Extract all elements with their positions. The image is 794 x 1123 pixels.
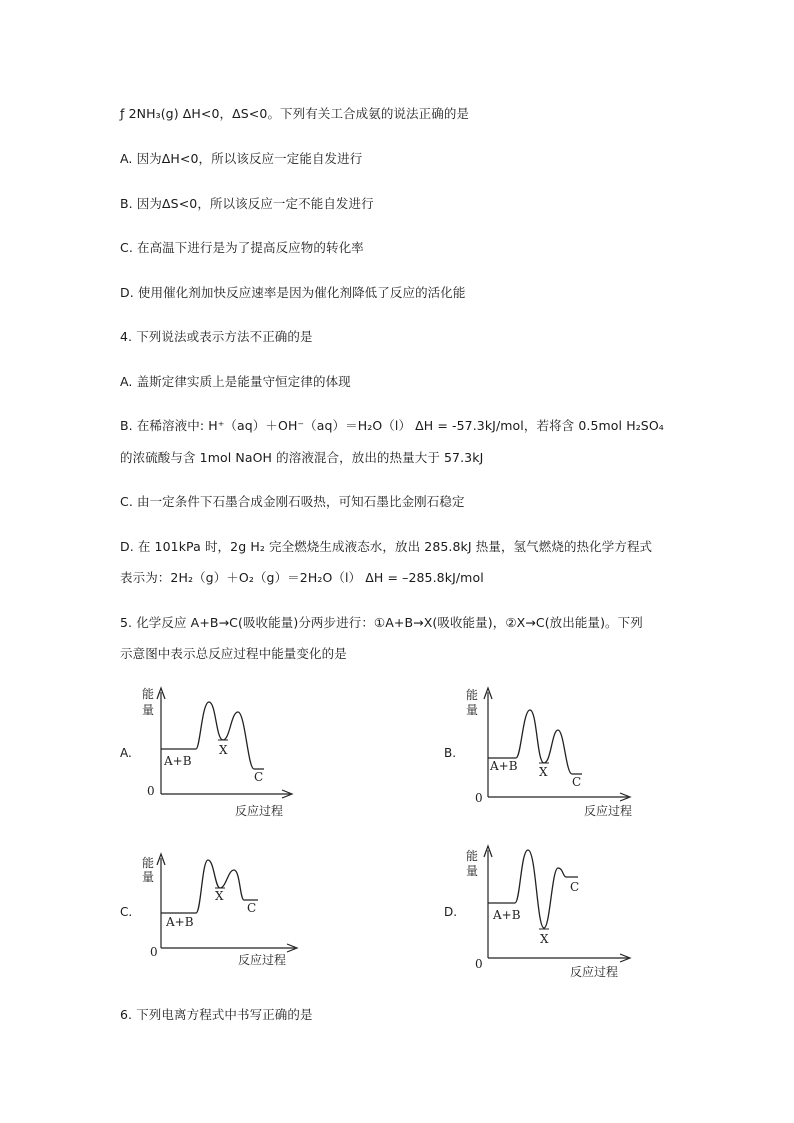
diagram-a-reactant: A+B xyxy=(164,754,192,768)
q3-option-d: D. 使用催化剂加快反应速率是因为催化剂降低了反应的活化能 xyxy=(120,285,466,300)
diagram-d-intermediate: X xyxy=(540,932,549,946)
q3-stem: ƒ 2NH₃(g) ΔH<0，ΔS<0。下列有关工合成氨的说法正确的是 xyxy=(120,106,470,121)
q4-option-c: C. 由一定条件下石墨合成金刚石吸热，可知石墨比金刚石稳定 xyxy=(120,494,465,509)
diagram-d-xlabel: 反应过程 xyxy=(570,965,619,979)
diagram-d-label: D. xyxy=(444,905,458,919)
diagram-b-product: C xyxy=(572,775,582,789)
diagram-c-origin: 0 xyxy=(150,945,158,959)
diagram-b-reactant: A+B xyxy=(490,759,518,773)
diagram-a-origin: 0 xyxy=(147,784,155,798)
diagram-c-label: C. xyxy=(120,905,133,919)
q3-option-b: B. 因为ΔS<0，所以该反应一定不能自发进行 xyxy=(120,196,374,211)
diagram-c-ylabel-2: 量 xyxy=(142,870,155,884)
energy-diagram-c xyxy=(130,850,300,972)
q3-option-a: A. 因为ΔH<0，所以该反应一定能自发进行 xyxy=(120,151,363,166)
diagram-b-label: B. xyxy=(444,746,457,760)
diagram-c-xlabel: 反应过程 xyxy=(238,953,287,967)
diagram-a-ylabel-2: 量 xyxy=(142,703,155,717)
diagram-d-product: C xyxy=(570,880,580,894)
diagram-d-reactant: A+B xyxy=(493,908,521,922)
q5-stem-line1: 5. 化学反应 A+B→C(吸收能量)分两步进行：①A+B→X(吸收能量)，②X→C(放出能量)。下列 xyxy=(120,615,643,630)
diagram-a-product: C xyxy=(254,770,264,784)
diagram-b-xlabel: 反应过程 xyxy=(584,804,633,818)
diagram-b-intermediate: X xyxy=(539,765,548,779)
diagram-c-reactant: A+B xyxy=(166,915,194,929)
q6-stem: 6. 下列电离方程式中书写正确的是 xyxy=(120,1007,313,1022)
energy-diagram-d xyxy=(458,840,648,982)
q4-option-b-line1: B. 在稀溶液中: H⁺（aq）＋OH⁻（aq）＝H₂O（l） ΔH = -57.3kJ/mol，若将含 0.5mol H₂SO₄ xyxy=(120,418,664,433)
q4-stem: 4. 下列说法或表示方法不正确的是 xyxy=(120,329,313,344)
diagram-d-origin: 0 xyxy=(475,957,483,971)
diagram-d-ylabel-2: 量 xyxy=(466,864,479,878)
diagram-b-origin: 0 xyxy=(475,791,483,805)
q4-option-a: A. 盖斯定律实质上是能量守恒定律的体现 xyxy=(120,374,351,389)
q4-option-d-line1: D. 在 101kPa 时，2g H₂ 完全燃烧生成液态水，放出 285.8kJ 热量，氢气燃烧的热化学方程式 xyxy=(120,539,653,554)
diagram-d-ylabel-1: 能 xyxy=(466,849,479,863)
diagram-a-xlabel: 反应过程 xyxy=(235,804,284,818)
q4-option-b-line2: 的浓硫酸与含 1mol NaOH 的溶液混合，放出的热量大于 57.3kJ xyxy=(120,450,484,465)
energy-diagram-a xyxy=(130,682,300,822)
diagram-b-ylabel-1: 能 xyxy=(466,688,479,702)
energy-diagram-b xyxy=(458,682,648,822)
diagram-c-intermediate: X xyxy=(215,889,224,903)
q5-stem-line2: 示意图中表示总反应过程中能量变化的是 xyxy=(120,646,347,661)
diagram-c-ylabel-1: 能 xyxy=(142,856,155,870)
q4-option-d-line2: 表示为：2H₂（g）＋O₂（g）＝2H₂O（l） ΔH = –285.8kJ/mol xyxy=(120,570,484,585)
diagram-b-ylabel-2: 量 xyxy=(466,703,479,717)
diagram-a-label: A. xyxy=(120,746,132,760)
q3-option-c: C. 在高温下进行是为了提高反应物的转化率 xyxy=(120,240,364,255)
diagram-c-product: C xyxy=(247,901,257,915)
diagram-a-ylabel-1: 能 xyxy=(142,687,155,701)
diagram-a-intermediate: X xyxy=(219,743,228,757)
